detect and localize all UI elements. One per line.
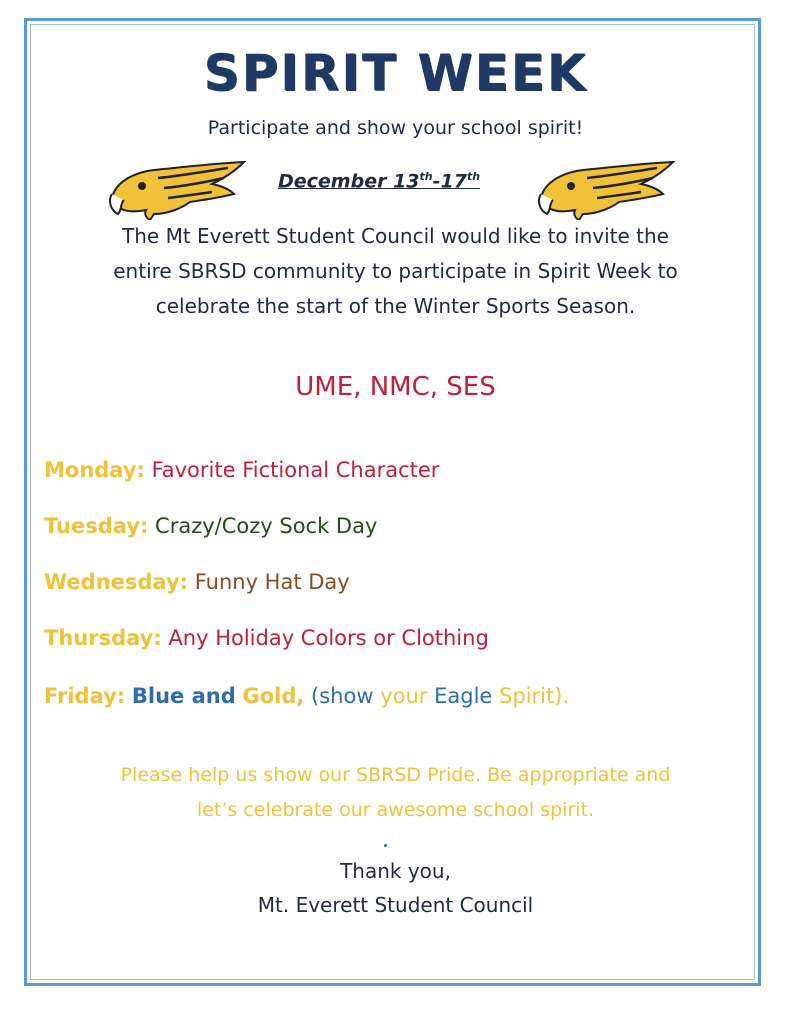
day-monday (44, 458, 439, 482)
friday-eagle: Eagle (434, 684, 493, 708)
closing-paragraph (0, 758, 791, 828)
flyer-title: SPIRIT WEEK (203, 44, 588, 102)
eagle-head-icon (106, 158, 248, 220)
schools-heading: UME, NMC, SES (295, 372, 496, 402)
day-theme: Funny Hat Day (194, 570, 350, 594)
intro-line: celebrate the start of the Winter Sports Season. (155, 294, 636, 318)
day-label: Wednesday: (44, 570, 189, 594)
intro-paragraph (0, 219, 791, 324)
flyer-subtitle: Participate and show your school spirit! (207, 117, 584, 139)
day-tuesday (44, 514, 377, 538)
friday-open-paren: ( (311, 684, 320, 708)
signature-line: Mt. Everett Student Council (257, 893, 534, 917)
intro-line: The Mt Everett Student Council would like to invite the (122, 224, 669, 248)
day-theme: Any Holiday Colors or Clothing (168, 626, 489, 650)
intro-line: entire SBRSD community to participate in Spirit Week to (113, 259, 678, 283)
day-label: Thursday: (44, 626, 162, 650)
day-label: Monday: (44, 458, 145, 482)
day-theme: Crazy/Cozy Sock Day (155, 514, 378, 538)
divider-dot (384, 844, 387, 847)
eagle-head-icon (535, 158, 677, 220)
day-theme: Favorite Fictional Character (151, 458, 440, 482)
event-dates: December 13th-17th (278, 170, 481, 193)
day-wednesday (44, 570, 350, 594)
friday-gold: Gold, (242, 684, 305, 708)
thanks-line: Thank you, (340, 859, 451, 883)
day-label: Friday: (44, 684, 126, 708)
friday-blue-and: Blue and (131, 684, 236, 708)
closing-line: let’s celebrate our awesome school spirit. (196, 799, 595, 821)
friday-spirit: Spirit). (499, 684, 570, 708)
friday-your: your (380, 684, 428, 708)
friday-show: show (319, 684, 374, 708)
signature-block (0, 854, 791, 922)
day-friday (44, 684, 569, 708)
day-thursday (44, 626, 489, 650)
day-label: Tuesday: (44, 514, 149, 538)
closing-line: Please help us show our SBRSD Pride. Be appropriate and (120, 764, 671, 786)
